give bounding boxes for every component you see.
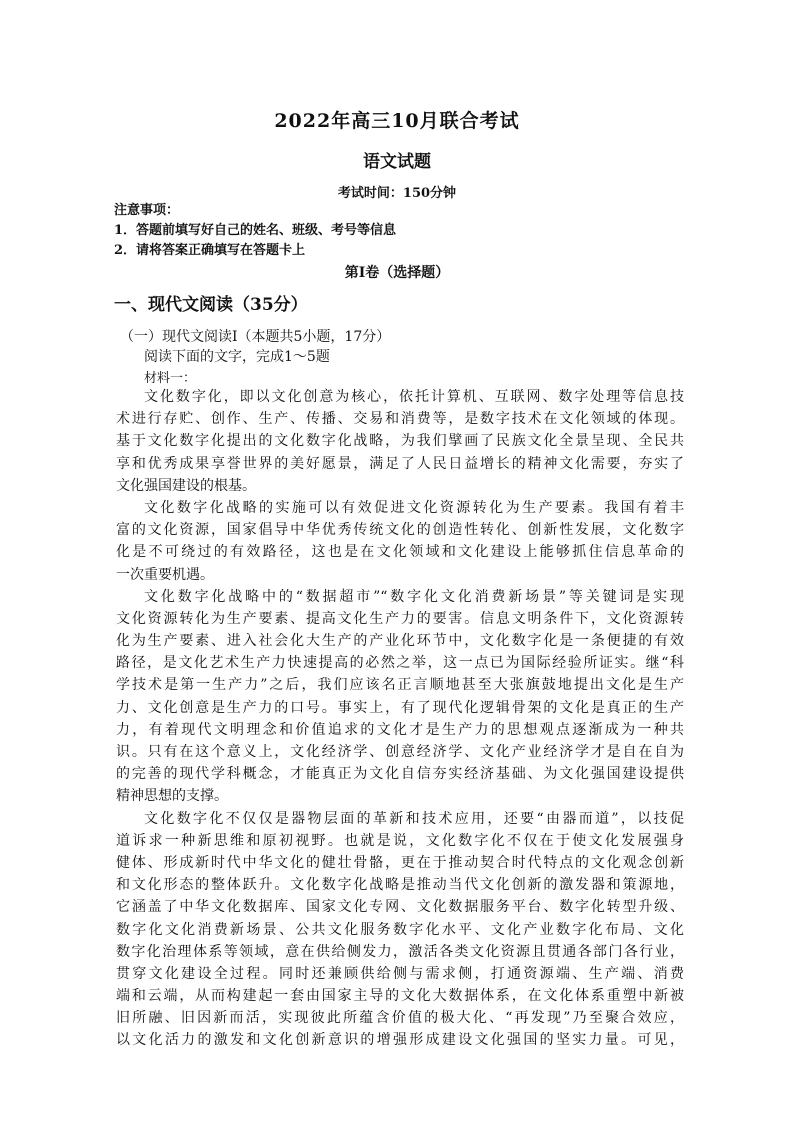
- passage-line: 文化数字化不仅仅是器物层面的革新和技术应用，还要“由器而道”，以技促: [144, 810, 684, 827]
- passage-line: 和文化形态的整体跃升。文化数字化战略是推动当代文化创新的激发器和策源地，: [116, 877, 684, 894]
- passage-line: 力、文化创意是生产力的口号。事实上，有了现代化逻辑骨架的文化是真正的生产: [116, 699, 684, 716]
- material-label: 材料一：: [144, 371, 197, 386]
- passage-line: 文化数字化，即以文化创意为核心，依托计算机、互联网、数字处理等信息技: [144, 389, 684, 405]
- passage-line: 富的文化资源，国家倡导中华优秀传统文化的创造性转化、创新性发展，文化数字: [116, 522, 684, 539]
- reading-instruction: 阅读下面的文字，完成1～5题: [144, 349, 330, 365]
- passage-line: 精神思想的支撑。: [116, 788, 228, 805]
- section-title: 一、现代文阅读（35分）: [114, 295, 308, 315]
- passage-line: 术进行存贮、创作、生产、传播、交易和消费等，是数字技术在文化领域的体现。: [116, 411, 684, 428]
- passage-line: 学技术是第一生产力”之后，我们应该名正言顺地甚至大张旗鼓地提出文化是生产: [116, 677, 684, 694]
- part-title: 第I卷（选择题）: [344, 265, 450, 281]
- passage-line: 的完善的现代学科概念，才能真正为文化自信夯实经济基础、为文化强国建设提供: [116, 766, 684, 783]
- passage-line: 一次重要机遇。: [116, 566, 214, 583]
- notes-item: 1．答题前填写好自己的姓名、班级、考号等信息: [114, 223, 397, 238]
- passage-line: 旧所融、旧因新而活，实现彼此所蕴含价值的极大化、“再发现”乃至聚合效应，: [116, 1010, 684, 1027]
- notes-heading: 注意事项：: [114, 203, 180, 218]
- passage-line: 路径，是文化艺术生产力快速提高的必然之举，这一点已为国际经验所证实。继“科: [116, 655, 684, 672]
- subject-title: 语文试题: [363, 152, 431, 172]
- passage-line: 贯穿文化建设全过程。同时还兼顾供给侧与需求侧，打通资源端、生产端、消费: [116, 965, 684, 982]
- passage-line: 基于文化数字化提出的文化数字化战略，为我们擘画了民族文化全景呈现、全民共: [116, 433, 684, 450]
- passage-line: 它涵盖了中华文化数据库、国家文化专网、文化数据服务平台、数字化转型升级、: [116, 899, 684, 916]
- notes-item: 2．请将答案正确填写在答题卡上: [114, 243, 306, 258]
- passage-line: 力，有着现代文明理念和价值追求的文化才是生产力的思想观点逐渐成为一种共: [116, 721, 684, 738]
- passage-body: [116, 386, 684, 1052]
- passage-line: 以文化活力的激发和文化创新意识的增强形成建设文化强国的坚实力量。可见，: [116, 1032, 684, 1049]
- passage-line: 端和云端，从而构建起一套由国家主导的文化大数据体系，在文化体系重塑中新被: [116, 988, 684, 1005]
- passage-line: 化为生产要素、进入社会化大生产的产业化环节中，文化数字化是一条便捷的有效: [116, 633, 684, 650]
- exam-title: 2022年高三10月联合考试: [274, 110, 520, 132]
- passage-line: 健体、形成新时代中华文化的健壮骨骼，更在于推动契合时代特点的文化观念创新: [116, 854, 684, 871]
- passage-line: 数字化治理体系等领域，意在供给侧发力，激活各类文化资源且贯通各部门各行业，: [116, 943, 684, 960]
- passage-line: 化是不可绕过的有效路径，这也是在文化领域和文化建设上能够抓住信息革命的: [116, 544, 684, 561]
- subsection-title: （一）现代文阅读Ⅰ（本题共5小题，17分）: [120, 329, 391, 345]
- passage-line: 道诉求一种新思维和原初视野。也就是说，文化数字化不仅在于使文化发展强身: [116, 832, 684, 849]
- passage-line: 数字化文化消费新场景、公共文化服务数字化水平、文化产业数字化布局、文化: [116, 921, 684, 938]
- passage-line: 文化资源转化为生产要素、提高文化生产力的要害。信息文明条件下，文化资源转: [116, 610, 684, 627]
- notes-block: [114, 201, 396, 261]
- passage-line: 文化强国建设的根基。: [116, 477, 256, 494]
- passage-line: 享和优秀成果享誉世界的美好愿景，满足了人民日益增长的精神文化需要，夯实了: [116, 455, 684, 472]
- exam-time: 考试时间：150分钟: [337, 186, 457, 201]
- passage-line: 文化数字化战略中的“数据超市”“数字化文化消费新场景”等关键词是实现: [144, 588, 684, 605]
- passage-line: 文化数字化战略的实施可以有效促进文化资源转化为生产要素。我国有着丰: [144, 499, 684, 516]
- passage-line: 识。只有在这个意义上，文化经济学、创意经济学、文化产业经济学才是自在自为: [116, 744, 684, 760]
